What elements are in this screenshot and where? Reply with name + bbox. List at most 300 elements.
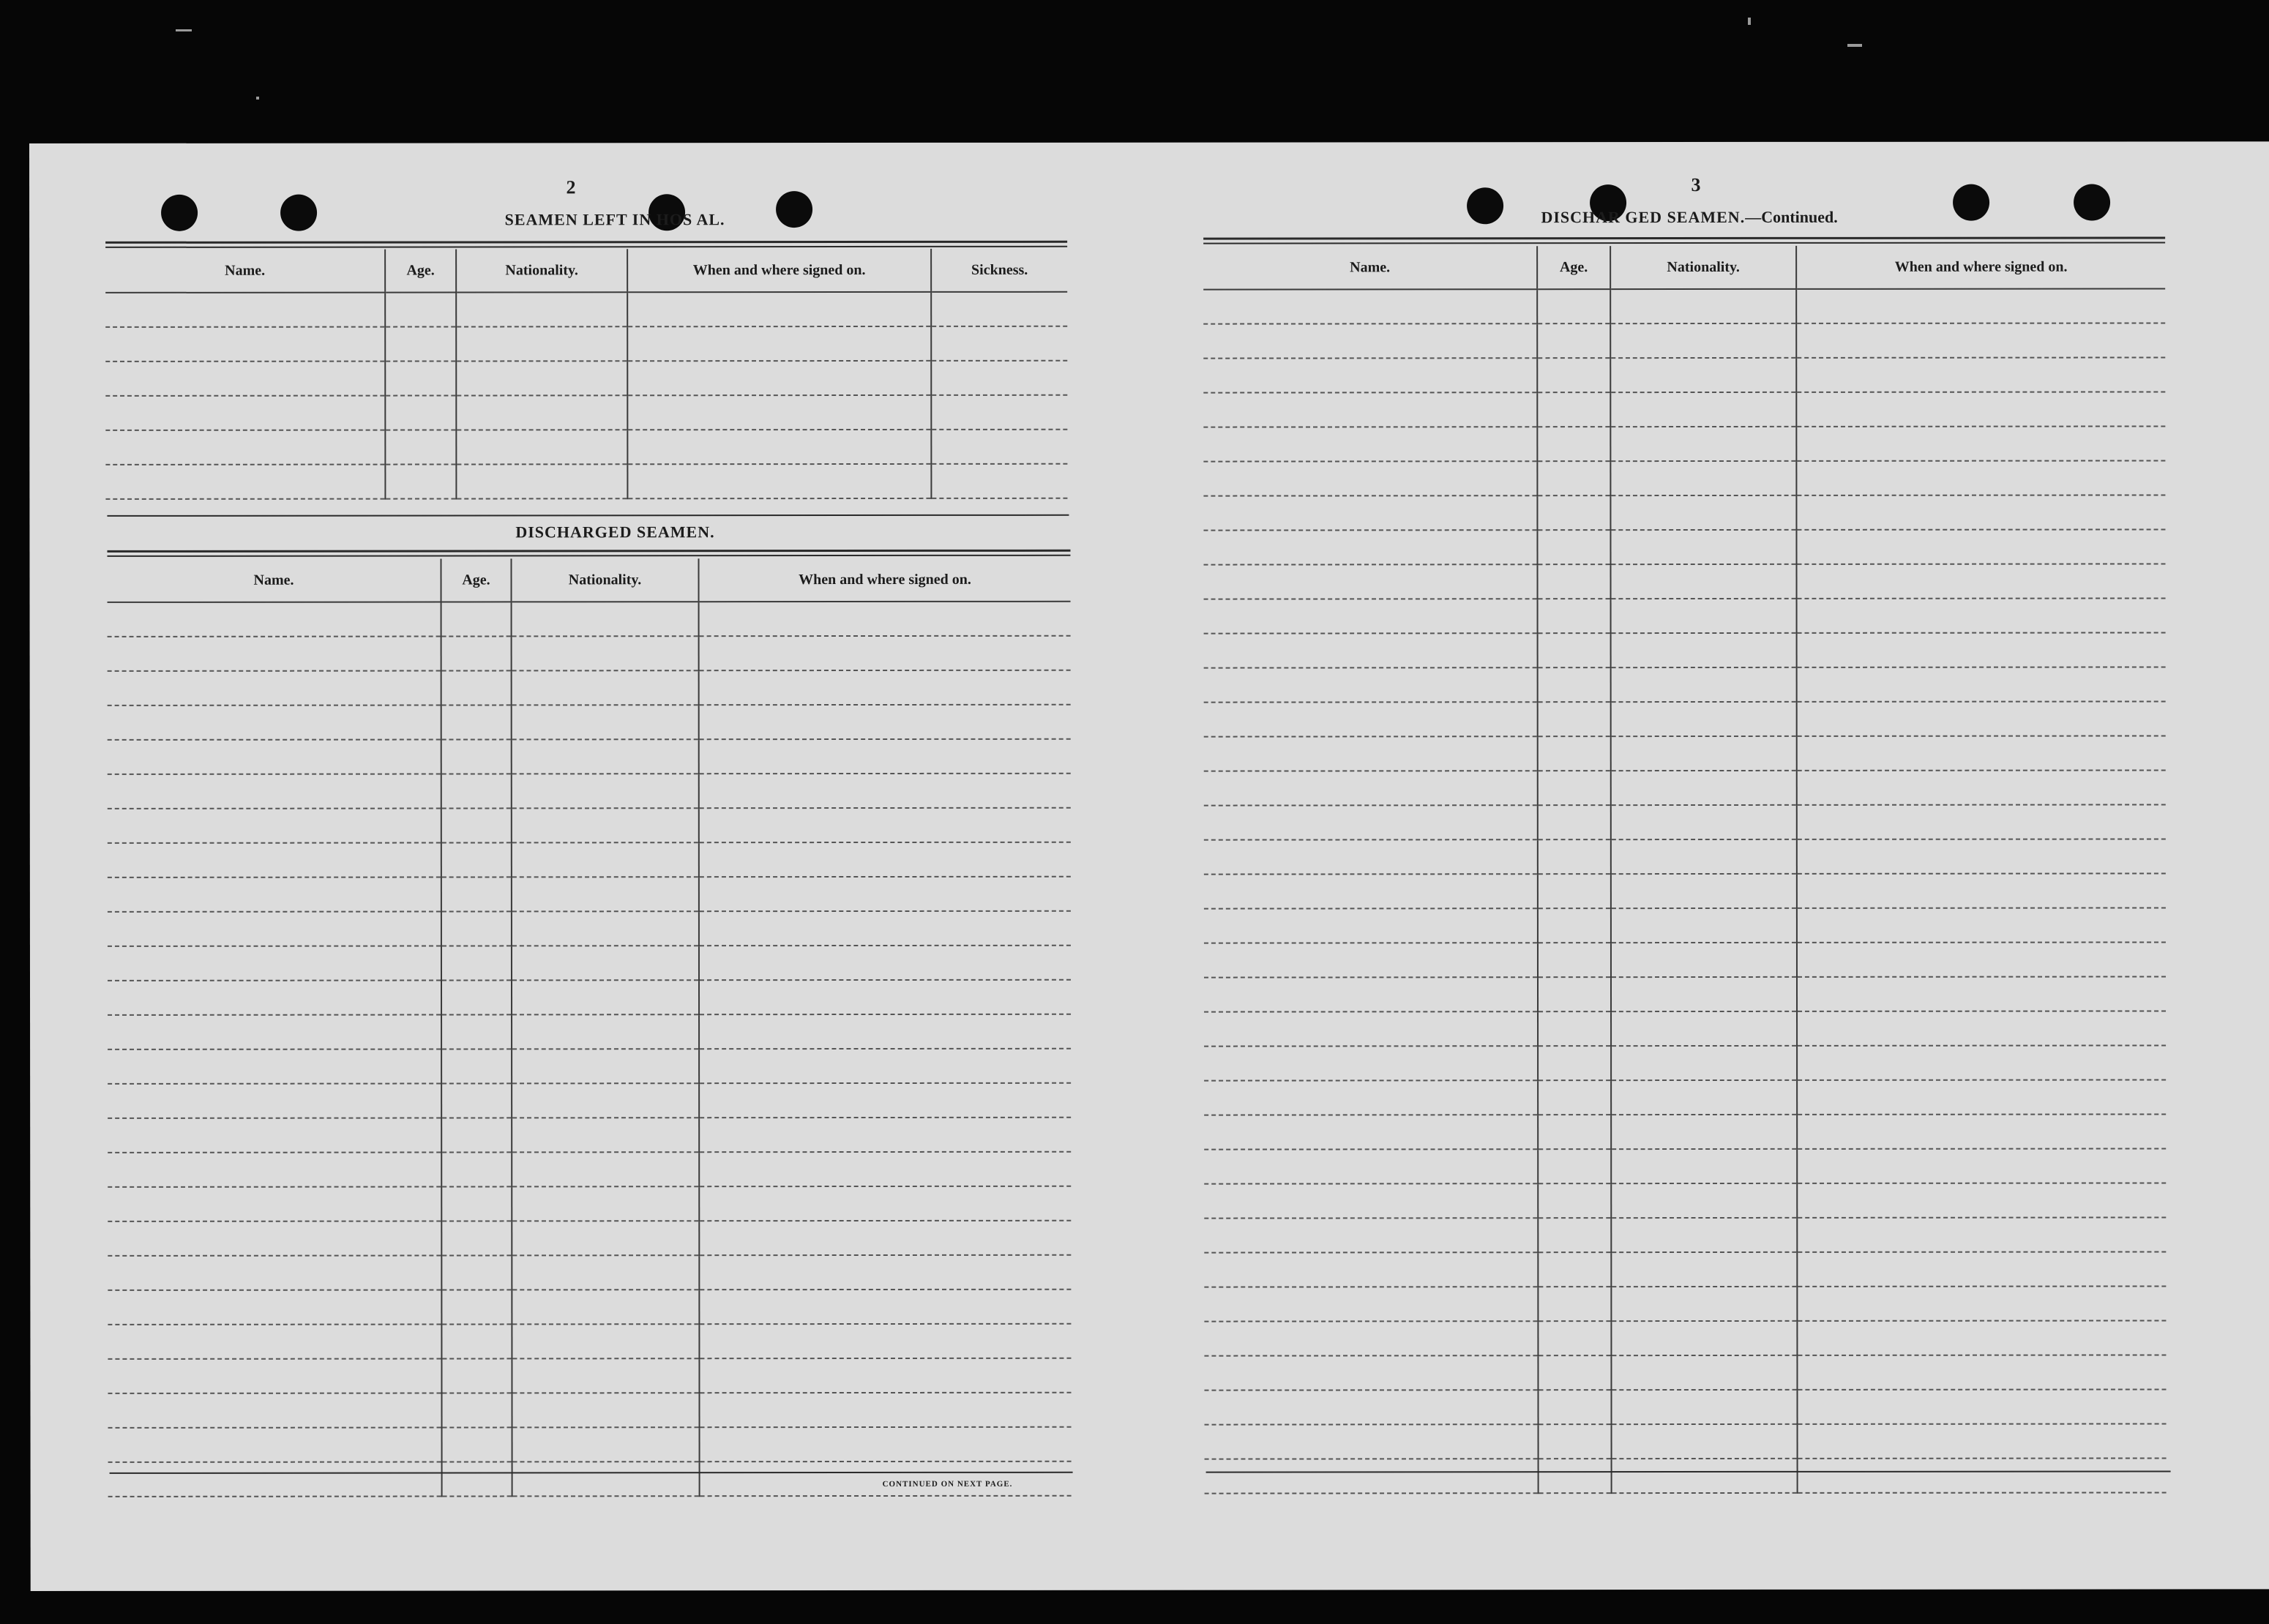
nationality-cell[interactable] — [1611, 1390, 1797, 1424]
nationality-cell[interactable] — [512, 1358, 699, 1393]
sickness-cell[interactable] — [931, 464, 1067, 498]
name-cell[interactable] — [108, 1290, 441, 1325]
double-rule — [1203, 242, 2165, 244]
signed-on-cell[interactable] — [1796, 288, 2165, 323]
age-cell[interactable] — [441, 842, 512, 877]
name-cell[interactable] — [108, 602, 441, 637]
name-cell[interactable] — [1203, 358, 1537, 392]
signed-on-cell[interactable] — [1797, 873, 2166, 908]
name-cell[interactable] — [1204, 1011, 1538, 1046]
signed-on-cell[interactable] — [699, 1358, 1071, 1393]
signed-on-cell[interactable] — [699, 1152, 1071, 1186]
signed-on-cell[interactable] — [1797, 701, 2166, 736]
age-cell[interactable] — [1538, 1355, 1611, 1390]
age-cell[interactable] — [441, 1186, 512, 1221]
nationality-cell[interactable] — [1611, 1321, 1797, 1355]
signed-on-cell[interactable] — [1798, 1458, 2167, 1492]
name-cell[interactable] — [1204, 1355, 1538, 1390]
nationality-cell[interactable] — [456, 395, 627, 430]
age-cell[interactable] — [1538, 1115, 1611, 1149]
age-cell[interactable] — [441, 1083, 512, 1118]
nationality-cell[interactable] — [512, 1290, 699, 1324]
nationality-cell[interactable] — [456, 361, 627, 395]
age-cell[interactable] — [1538, 736, 1611, 771]
age-cell[interactable] — [1537, 530, 1610, 564]
nationality-cell[interactable] — [1611, 908, 1797, 943]
signed-on-cell[interactable] — [1797, 667, 2166, 701]
nationality-cell[interactable] — [512, 1186, 699, 1221]
name-cell[interactable] — [1205, 1459, 1539, 1493]
title-main: DISCHAR GED SEAMEN. — [1541, 207, 1746, 227]
table-row — [1204, 1286, 2166, 1321]
nationality-cell[interactable] — [1611, 633, 1797, 667]
signed-on-cell[interactable] — [627, 326, 931, 361]
name-cell[interactable] — [108, 1221, 441, 1256]
sickness-cell[interactable] — [931, 361, 1067, 395]
signed-on-cell[interactable] — [1797, 1389, 2166, 1423]
nationality-cell[interactable] — [1611, 667, 1797, 702]
age-cell[interactable] — [385, 292, 456, 326]
signed-on-cell[interactable] — [699, 1049, 1071, 1083]
name-cell[interactable] — [1204, 1321, 1538, 1355]
name-cell[interactable] — [105, 396, 385, 430]
nationality-cell[interactable] — [512, 739, 699, 774]
name-cell[interactable] — [1204, 977, 1538, 1011]
name-cell[interactable] — [108, 637, 441, 671]
nationality-cell[interactable] — [512, 911, 699, 946]
signed-on-cell[interactable] — [699, 980, 1071, 1014]
table-row — [108, 1290, 1071, 1325]
signed-on-cell[interactable] — [627, 430, 931, 464]
age-cell[interactable] — [441, 808, 512, 842]
signed-on-cell[interactable] — [1797, 1079, 2166, 1114]
name-cell[interactable] — [108, 706, 441, 740]
dust-speck — [176, 29, 192, 31]
nationality-cell[interactable] — [1612, 1424, 1798, 1459]
age-cell[interactable] — [441, 946, 512, 980]
age-cell[interactable] — [1538, 1321, 1611, 1355]
age-cell[interactable] — [1538, 1252, 1611, 1287]
signed-on-cell[interactable] — [1797, 1011, 2166, 1045]
name-cell[interactable] — [1204, 1149, 1538, 1183]
continued-note: CONTINUED ON NEXT PAGE. — [882, 1479, 1013, 1489]
age-cell[interactable] — [1538, 564, 1611, 599]
name-cell[interactable] — [108, 774, 441, 809]
signed-on-cell[interactable] — [1797, 839, 2166, 873]
age-cell[interactable] — [1538, 977, 1611, 1011]
age-cell[interactable] — [1537, 495, 1610, 530]
signed-on-cell[interactable] — [699, 877, 1071, 911]
nationality-cell[interactable] — [512, 808, 699, 842]
nationality-cell[interactable] — [512, 1221, 699, 1255]
age-cell[interactable] — [1538, 1011, 1611, 1046]
age-cell[interactable] — [1538, 1218, 1611, 1252]
age-cell[interactable] — [441, 877, 512, 911]
name-cell[interactable] — [1204, 1287, 1538, 1321]
signed-on-cell[interactable] — [1797, 942, 2166, 976]
age-cell[interactable] — [441, 636, 512, 670]
signed-on-cell[interactable] — [699, 1255, 1071, 1290]
nationality-cell[interactable] — [512, 877, 699, 911]
name-cell[interactable] — [108, 1462, 442, 1497]
signed-on-cell[interactable] — [627, 361, 931, 395]
signed-on-cell[interactable] — [699, 1324, 1071, 1358]
age-cell[interactable] — [385, 430, 456, 464]
nationality-cell[interactable] — [1612, 1459, 1798, 1493]
nationality-cell[interactable] — [1611, 1252, 1797, 1287]
nationality-cell[interactable] — [1610, 530, 1796, 564]
name-cell[interactable] — [1204, 1218, 1538, 1252]
age-cell[interactable] — [1538, 667, 1611, 702]
name-cell[interactable] — [1204, 874, 1538, 908]
name-cell[interactable] — [1204, 702, 1538, 736]
age-cell[interactable] — [1538, 805, 1611, 839]
nationality-cell[interactable] — [512, 1462, 700, 1496]
name-cell[interactable] — [1204, 1080, 1538, 1115]
name-cell[interactable] — [108, 671, 441, 706]
nationality-cell[interactable] — [1611, 977, 1797, 1011]
signed-on-cell[interactable] — [1797, 1114, 2166, 1148]
nationality-cell[interactable] — [1610, 495, 1796, 530]
signed-on-cell[interactable] — [1796, 357, 2165, 392]
age-cell[interactable] — [441, 980, 512, 1014]
name-cell[interactable] — [1203, 495, 1537, 530]
name-cell[interactable] — [1204, 736, 1538, 771]
nationality-cell[interactable] — [456, 464, 627, 498]
nationality-cell[interactable] — [1611, 1080, 1797, 1115]
nationality-cell[interactable] — [512, 774, 699, 808]
age-cell[interactable] — [441, 1393, 512, 1427]
age-cell[interactable] — [441, 705, 512, 739]
signed-on-cell[interactable] — [699, 808, 1071, 842]
name-cell[interactable] — [108, 740, 441, 774]
column-header-name: Name. — [1203, 246, 1537, 289]
signed-on-cell[interactable] — [1797, 1320, 2166, 1355]
nationality-cell[interactable] — [1611, 599, 1797, 633]
signed-on-cell[interactable] — [1798, 1423, 2167, 1458]
name-cell[interactable] — [108, 809, 441, 843]
age-cell[interactable] — [1537, 392, 1610, 427]
age-cell[interactable] — [1537, 289, 1610, 323]
signed-on-cell[interactable] — [1797, 976, 2166, 1011]
name-cell[interactable] — [1204, 1390, 1538, 1424]
signed-on-cell[interactable] — [627, 395, 931, 430]
table-row — [1204, 1045, 2166, 1080]
age-cell[interactable] — [441, 1014, 512, 1049]
age-cell[interactable] — [1538, 874, 1611, 908]
name-cell[interactable] — [105, 327, 385, 362]
signed-on-cell[interactable] — [1797, 1045, 2166, 1079]
name-cell[interactable] — [108, 1084, 441, 1118]
page-number: 3 — [1691, 174, 1701, 196]
name-cell[interactable] — [105, 430, 385, 465]
age-cell[interactable] — [441, 1221, 512, 1255]
signed-on-cell[interactable] — [699, 739, 1071, 774]
name-cell[interactable] — [105, 465, 385, 499]
name-cell[interactable] — [108, 1153, 441, 1187]
table-row — [1204, 736, 2166, 771]
name-cell[interactable] — [1204, 564, 1538, 599]
age-cell[interactable] — [1538, 1149, 1611, 1183]
name-cell[interactable] — [1204, 908, 1538, 943]
age-cell[interactable] — [441, 739, 512, 774]
name-cell[interactable] — [108, 878, 441, 912]
age-cell[interactable] — [1538, 702, 1611, 736]
signed-on-cell[interactable] — [1797, 1251, 2166, 1286]
signed-on-cell[interactable] — [1796, 392, 2165, 426]
table-row — [108, 980, 1071, 1015]
signed-on-cell[interactable] — [699, 705, 1071, 739]
name-cell[interactable] — [108, 1118, 441, 1153]
age-cell[interactable] — [441, 911, 512, 946]
signed-on-cell[interactable] — [1797, 1183, 2166, 1217]
nationality-cell[interactable] — [512, 1049, 699, 1083]
age-cell[interactable] — [441, 1118, 512, 1152]
nationality-cell[interactable] — [1611, 1149, 1797, 1183]
signed-on-cell[interactable] — [699, 670, 1071, 705]
signed-on-cell[interactable] — [1796, 529, 2165, 564]
signed-on-cell[interactable] — [699, 1393, 1071, 1427]
name-cell[interactable] — [1205, 1424, 1539, 1459]
nationality-cell[interactable] — [456, 326, 627, 361]
name-cell[interactable] — [108, 1428, 442, 1462]
age-cell[interactable] — [1537, 323, 1610, 358]
age-cell[interactable] — [1538, 633, 1611, 667]
name-cell[interactable] — [108, 1256, 441, 1290]
signed-on-cell[interactable] — [699, 1118, 1071, 1152]
signed-on-cell[interactable] — [699, 636, 1071, 670]
name-cell[interactable] — [1203, 323, 1537, 358]
age-cell[interactable] — [1538, 771, 1611, 805]
name-cell[interactable] — [1204, 667, 1538, 702]
signed-on-cell[interactable] — [1797, 804, 2166, 839]
nationality-cell[interactable] — [512, 670, 699, 705]
name-cell[interactable] — [108, 1325, 441, 1359]
sickness-cell[interactable] — [931, 395, 1067, 430]
age-cell[interactable] — [385, 361, 456, 395]
signed-on-cell[interactable] — [699, 602, 1071, 636]
age-cell[interactable] — [1538, 1390, 1611, 1424]
age-cell[interactable] — [385, 464, 456, 498]
nationality-cell[interactable] — [1611, 1218, 1797, 1252]
dust-speck — [256, 97, 259, 100]
table-row — [108, 842, 1071, 878]
age-cell[interactable] — [1538, 839, 1611, 874]
name-cell[interactable] — [108, 912, 441, 946]
signed-on-cell[interactable] — [1797, 1217, 2166, 1251]
name-cell[interactable] — [1204, 599, 1538, 633]
name-cell[interactable] — [1203, 461, 1537, 495]
nationality-cell[interactable] — [1611, 736, 1797, 771]
nationality-cell[interactable] — [1610, 323, 1796, 358]
age-cell[interactable] — [1539, 1424, 1612, 1459]
signed-on-cell[interactable] — [1797, 770, 2166, 804]
nationality-cell[interactable] — [512, 1152, 699, 1186]
signed-on-cell[interactable] — [700, 1462, 1072, 1496]
ledger-sheet — [29, 141, 2269, 1591]
age-cell[interactable] — [1538, 908, 1611, 943]
nationality-cell[interactable] — [1611, 1046, 1797, 1080]
nationality-cell[interactable] — [1611, 874, 1797, 908]
signed-on-cell[interactable] — [1797, 598, 2166, 632]
signed-on-cell[interactable] — [1796, 323, 2165, 357]
nationality-cell[interactable] — [1610, 427, 1796, 461]
name-cell[interactable] — [108, 1359, 441, 1393]
table-row — [108, 1255, 1071, 1290]
nationality-cell[interactable] — [1611, 1115, 1797, 1149]
name-cell[interactable] — [1204, 839, 1538, 874]
age-cell[interactable] — [1538, 1046, 1611, 1080]
signed-on-cell[interactable] — [1797, 632, 2166, 667]
age-cell[interactable] — [1538, 943, 1611, 977]
table-row — [108, 1049, 1071, 1084]
table-row — [108, 1393, 1071, 1428]
nationality-cell[interactable] — [1610, 289, 1796, 323]
signed-on-cell[interactable] — [627, 464, 931, 498]
name-cell[interactable] — [1204, 805, 1538, 839]
nationality-cell[interactable] — [1611, 839, 1797, 874]
signed-on-cell[interactable] — [1797, 1148, 2166, 1183]
signed-on-cell[interactable] — [699, 774, 1071, 808]
signed-on-cell[interactable] — [699, 842, 1071, 877]
age-cell[interactable] — [441, 1152, 512, 1186]
signed-on-cell[interactable] — [699, 946, 1071, 980]
signed-on-cell[interactable] — [1797, 1355, 2166, 1389]
age-cell[interactable] — [1538, 599, 1611, 633]
age-cell[interactable] — [1537, 427, 1610, 461]
nationality-cell[interactable] — [512, 1255, 699, 1290]
age-cell[interactable] — [1539, 1459, 1612, 1493]
age-cell[interactable] — [1538, 1183, 1611, 1218]
nationality-cell[interactable] — [1611, 1287, 1797, 1321]
signed-on-cell[interactable] — [699, 1186, 1071, 1221]
table-row — [1204, 564, 2166, 599]
signed-on-cell[interactable] — [699, 1083, 1071, 1118]
nationality-cell[interactable] — [512, 1014, 699, 1049]
age-cell[interactable] — [441, 1358, 512, 1393]
age-cell[interactable] — [1538, 1287, 1611, 1321]
nationality-cell[interactable] — [1611, 1355, 1797, 1390]
nationality-cell[interactable] — [1610, 461, 1796, 495]
signed-on-cell[interactable] — [1797, 908, 2166, 942]
table-row — [1203, 323, 2165, 358]
table-row — [108, 1462, 1072, 1497]
nationality-cell[interactable] — [512, 705, 699, 739]
name-cell[interactable] — [1204, 1115, 1538, 1149]
nationality-cell[interactable] — [512, 980, 699, 1014]
signed-on-cell[interactable] — [699, 1221, 1071, 1255]
name-cell[interactable] — [1204, 1183, 1538, 1218]
signed-on-cell[interactable] — [699, 911, 1071, 946]
nationality-cell[interactable] — [456, 292, 627, 326]
age-cell[interactable] — [442, 1427, 512, 1462]
signed-on-cell[interactable] — [1796, 426, 2165, 460]
sickness-cell[interactable] — [931, 292, 1067, 326]
name-cell[interactable] — [1203, 392, 1537, 427]
table-header-row — [107, 558, 1070, 602]
name-cell[interactable] — [1203, 427, 1537, 461]
signed-on-cell[interactable] — [1797, 736, 2166, 770]
name-cell[interactable] — [108, 1393, 441, 1428]
nationality-cell[interactable] — [512, 1324, 699, 1358]
nationality-cell[interactable] — [1611, 805, 1797, 839]
age-cell[interactable] — [385, 326, 456, 361]
nationality-cell[interactable] — [1610, 392, 1796, 427]
name-cell[interactable] — [108, 946, 441, 981]
signed-on-cell[interactable] — [1797, 1286, 2166, 1320]
table-row — [1204, 1320, 2166, 1355]
age-cell[interactable] — [1538, 1080, 1611, 1115]
nationality-cell[interactable] — [512, 842, 699, 877]
nationality-cell[interactable] — [512, 1393, 699, 1427]
signed-on-cell[interactable] — [627, 292, 931, 326]
nationality-cell[interactable] — [1611, 1011, 1797, 1046]
signed-on-cell[interactable] — [699, 1014, 1071, 1049]
double-rule — [105, 246, 1067, 248]
nationality-cell[interactable] — [512, 636, 699, 670]
age-cell[interactable] — [441, 1255, 512, 1290]
name-cell[interactable] — [108, 1015, 441, 1049]
nationality-cell[interactable] — [1611, 771, 1797, 805]
name-cell[interactable] — [108, 1187, 441, 1221]
signed-on-cell[interactable] — [1797, 564, 2166, 598]
age-cell[interactable] — [441, 774, 512, 808]
name-cell[interactable] — [1203, 530, 1537, 564]
age-cell[interactable] — [1537, 461, 1610, 495]
nationality-cell[interactable] — [1611, 564, 1797, 599]
age-cell[interactable] — [441, 1324, 512, 1358]
nationality-cell[interactable] — [512, 946, 699, 980]
nationality-cell[interactable] — [1611, 1183, 1797, 1218]
name-cell[interactable] — [1204, 771, 1538, 805]
age-cell[interactable] — [441, 1290, 512, 1324]
name-cell[interactable] — [1204, 1046, 1538, 1080]
nationality-cell[interactable] — [512, 1118, 699, 1152]
signed-on-cell[interactable] — [1796, 460, 2165, 495]
age-cell[interactable] — [441, 670, 512, 705]
sickness-cell[interactable] — [931, 326, 1067, 361]
signed-on-cell[interactable] — [699, 1290, 1071, 1324]
signed-on-cell[interactable] — [1796, 495, 2165, 529]
name-cell[interactable] — [105, 362, 385, 396]
name-cell[interactable] — [1204, 1252, 1538, 1287]
age-cell[interactable] — [442, 1462, 512, 1496]
name-cell[interactable] — [108, 981, 441, 1015]
name-cell[interactable] — [108, 843, 441, 878]
age-cell[interactable] — [385, 395, 456, 430]
double-rule — [105, 241, 1067, 244]
table-row — [1204, 1011, 2166, 1046]
name-cell[interactable] — [108, 1049, 441, 1084]
age-cell[interactable] — [1537, 358, 1610, 392]
nationality-cell[interactable] — [1611, 702, 1797, 736]
discharged-table-body — [108, 602, 1072, 1497]
nationality-cell[interactable] — [1610, 358, 1796, 392]
name-cell[interactable] — [1204, 943, 1538, 977]
nationality-cell[interactable] — [456, 430, 627, 464]
age-cell[interactable] — [441, 1049, 512, 1083]
signed-on-cell[interactable] — [700, 1427, 1072, 1462]
name-cell[interactable] — [1203, 289, 1537, 323]
nationality-cell[interactable] — [512, 1083, 699, 1118]
nationality-cell[interactable] — [1611, 943, 1797, 977]
sickness-cell[interactable] — [931, 430, 1067, 464]
nationality-cell[interactable] — [512, 602, 699, 636]
name-cell[interactable] — [105, 293, 385, 327]
name-cell[interactable] — [1204, 633, 1538, 667]
age-cell[interactable] — [441, 602, 512, 636]
nationality-cell[interactable] — [512, 1427, 700, 1462]
